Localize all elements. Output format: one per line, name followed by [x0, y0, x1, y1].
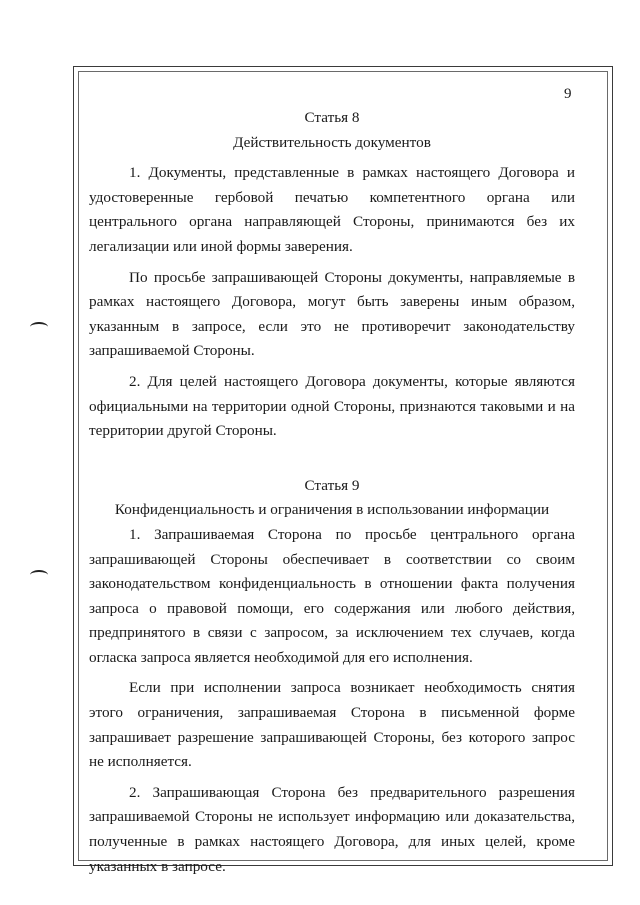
binding-mark-top — [30, 322, 48, 332]
paragraph: 1. Запрашиваемая Сторона по просьбе центрального органа запрашивающей Стороны обеспечивает в соответствии со своим законодательством конфиденциальность в отношении факта получения запроса о правовой помощи, его содержания или любого действия, предпринятого в связи с запросом, за исключением тех случаев, когда огласка запроса является необходимой для его исполнения. — [89, 525, 575, 666]
document-body — [89, 106, 575, 879]
paragraph: По просьбе запрашивающей Стороны документы, направляемые в рамках настоящего Договора, могут быть заверены иным образом, указанным в запросе, если это не противоречит законодательству запрашиваемой Стороны. — [89, 268, 575, 360]
paragraph: 1. Документы, представленные в рамках настоящего Договора и удостоверенные гербовой печатью компетентного органа или центрального органа направляющей Стороны, принимаются без их легализации или иной формы заверения. — [89, 164, 575, 255]
paragraph: 2. Запрашивающая Сторона без предварительного разрешения запрашиваемой Стороны не использует информацию или доказательства, полученные в рамках настоящего Договора, для иных целей, кроме указанных в запросе. — [89, 783, 575, 875]
article-title: Конфиденциальность и ограничения в использовании информации — [114, 501, 550, 519]
article-8 — [89, 106, 575, 444]
binding-mark-bottom — [30, 570, 48, 580]
article-number: Статья 8 — [304, 109, 360, 126]
paragraph: 2. Для целей настоящего Договора документы, которые являются официальными на территории одной Стороны, признаются таковыми и на территории другой Стороны. — [89, 372, 575, 440]
article-9 — [89, 474, 575, 880]
article-title: Действительность документов — [233, 133, 431, 151]
page-number: 9 — [564, 86, 572, 102]
article-number: Статья 9 — [304, 476, 360, 494]
paragraph: Если при исполнении запроса возникает необходимость снятия этого ограничения, запрашиваемая Сторона в письменной форме запрашивает разрешение запрашивающей Стороны, без которого запрос не исполняется. — [89, 679, 575, 771]
